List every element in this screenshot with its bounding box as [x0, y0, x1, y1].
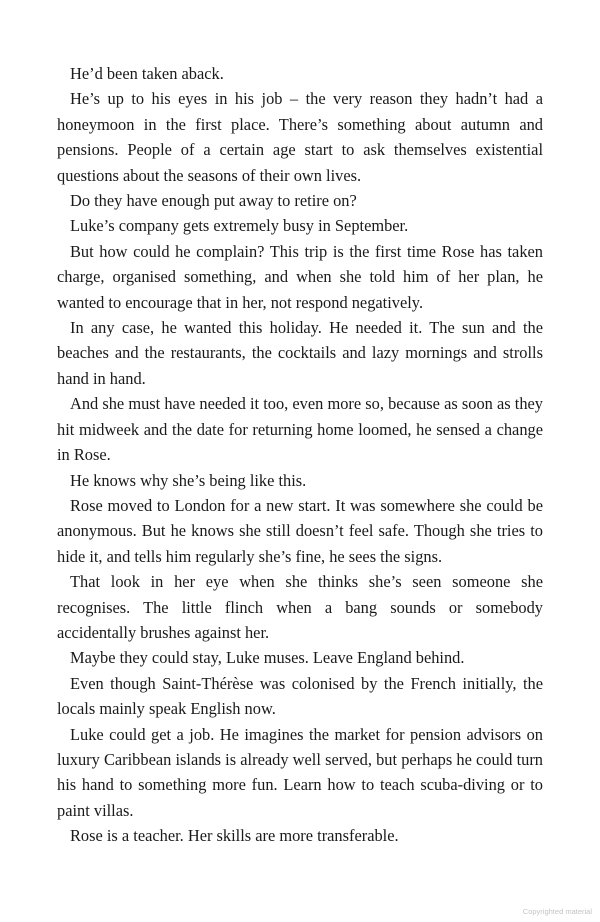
paragraph-10: That look in her eye when she thinks she’s seen someone she recognises. The little flinch when a bang sounds or somebody accidentally brushes against her.	[57, 572, 543, 642]
paragraph-4: Luke’s company gets extremely busy in September.	[70, 216, 409, 236]
paragraph-12: Even though Saint-Thérèse was colonised by the French initially, the locals mainly speak English now.	[57, 673, 543, 719]
paragraph-6: In any case, he wanted this holiday. He needed it. The sun and the beaches and the restaurants, the cocktails and lazy mornings and strolls hand in hand.	[57, 318, 543, 388]
paragraph-11: Maybe they could stay, Luke muses. Leave England behind.	[70, 648, 465, 668]
paragraph-9: Rose moved to London for a new start. It was somewhere she could be anonymous. But he knows she still doesn’t feel safe. Though she tries to hide it, and tells him regularly she’s fine, he sees the signs.	[57, 495, 543, 566]
copyright-watermark: Copyrighted material	[522, 907, 592, 916]
paragraph-7: And she must have needed it too, even more so, because as soon as they hit midweek and the date for returning home loomed, he sensed a change in Rose.	[57, 394, 543, 465]
book-page-body	[57, 61, 543, 849]
paragraph-5: But how could he complain? This trip is the first time Rose has taken charge, organised something, and when she told him of her plan, he wanted to encourage that in her, not respond negatively.	[57, 241, 543, 312]
paragraph-2: He’s up to his eyes in his job – the very reason they hadn’t had a honeymoon in the first place. There’s something about autumn and pensions. People of a certain age start to ask themselves existential questions about the seasons of their own lives.	[57, 89, 543, 185]
paragraph-8: He knows why she’s being like this.	[70, 470, 307, 490]
paragraph-14: Rose is a teacher. Her skills are more transferable.	[70, 826, 399, 846]
paragraph-1: He’d been taken aback.	[70, 64, 224, 83]
paragraph-3: Do they have enough put away to retire on?	[70, 191, 357, 211]
paragraph-13: Luke could get a job. He imagines the market for pension advisors on luxury Caribbean islands is already well served, but perhaps he could turn his hand to something more fun. Learn how to teach scuba-diving or to paint villas.	[57, 724, 543, 820]
